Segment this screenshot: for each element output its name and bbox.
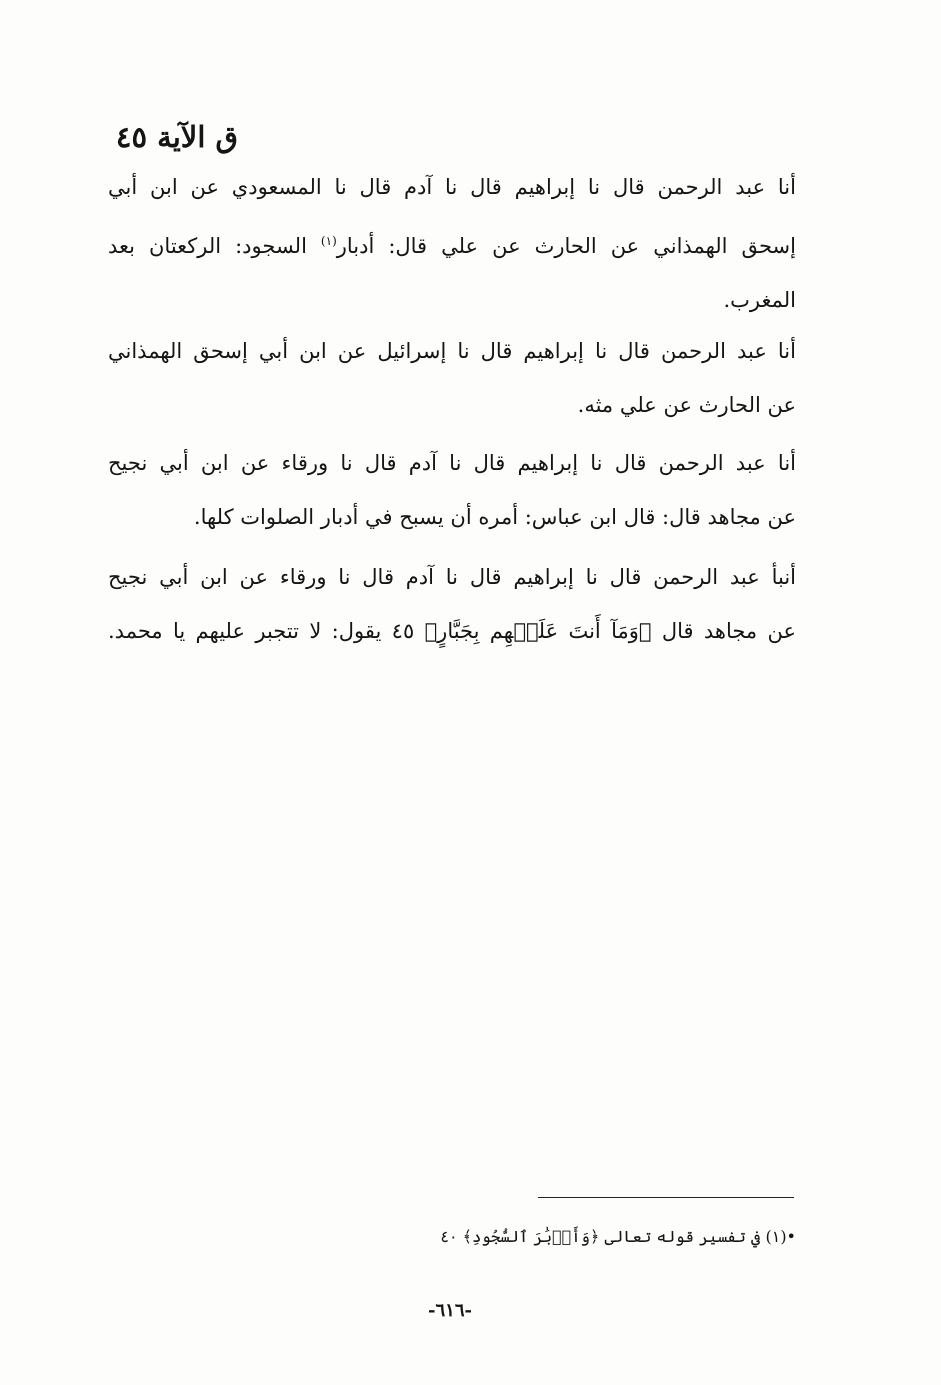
paragraph-1 xyxy=(108,160,796,327)
page-number: -٦١٦- xyxy=(428,1300,472,1321)
paragraph-line: أنا عبد الرحمن قال نا إبراهيم قال نا آدم قال نا ورقاء عن ابن أبي نجيح xyxy=(108,451,796,475)
section-heading: ق الآية ٤٥ xyxy=(115,120,238,154)
paragraph-line-text: إسحق الهمذاني عن الحارث عن علي قال: أدبار xyxy=(336,234,796,258)
paragraph-line: عن مجاهد قال: قال ابن عباس: أمره أن يسبح في أدبار الصلوات كلها. xyxy=(193,505,796,529)
paragraph-4 xyxy=(108,550,796,658)
paragraph-line: أنا عبد الرحمن قال نا إبراهيم قال نا آدم قال نا المسعودي عن ابن أبي xyxy=(108,175,796,199)
footnote: •(١) في تفسير قوله تعالى ﴿وَأَدۡبَٰرَ ٱلسُّجُودِ﴾ ٤٠ xyxy=(440,1227,796,1246)
paragraph-line-text: السجود: الركعتان بعد xyxy=(108,234,307,258)
paragraph-2 xyxy=(108,324,796,432)
paragraph-line: أنبأ عبد الرحمن قال نا إبراهيم قال نا آدم قال نا ورقاء عن ابن أبي نجيح xyxy=(108,565,796,589)
footnote-reference: (١) xyxy=(320,234,337,248)
paragraph-line: المغرب. xyxy=(723,288,796,312)
paragraph-line: عن مجاهد قال ﴿وَمَآ أَنتَ عَلَيۡهِم بِجَبَّارٍ﴾ ٤٥ يقول: لا تتجبر عليهم يا محمد. xyxy=(108,619,797,643)
paragraph-line: عن الحارث عن علي مثه. xyxy=(577,393,796,417)
paragraph-line-with-footnote xyxy=(108,214,796,273)
paragraph-line: أنا عبد الرحمن قال نا إبراهيم قال نا إسرائيل عن ابن أبي إسحق الهمذاني xyxy=(108,339,796,363)
paragraph-3 xyxy=(108,436,796,544)
footnote-divider xyxy=(538,1197,794,1198)
